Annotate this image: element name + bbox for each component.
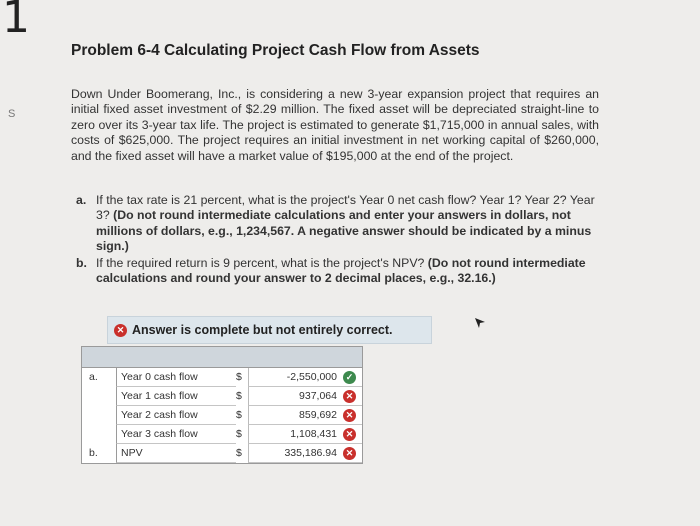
table-header — [82, 347, 362, 368]
answer-input[interactable] — [248, 425, 362, 444]
x-circle-icon: ✕ — [343, 390, 356, 403]
answer-status-banner — [107, 316, 432, 344]
row-label: Year 3 cash flow — [121, 428, 198, 440]
question-b — [76, 256, 602, 286]
row-letter: b. — [89, 447, 98, 459]
currency-symbol: $ — [236, 409, 242, 421]
row-label: NPV — [121, 447, 143, 459]
question-text: If the tax rate is 21 percent, what is the project's Year 0 net cash flow? Year 1? Year 2? Year 3? — [96, 193, 595, 223]
currency-symbol: $ — [236, 390, 242, 402]
problem-intro: Down Under Boomerang, Inc., is considering a new 3-year expansion project that requires an initial fixed asset investment of $2.29 million. The fixed asset will be depreciated straight-line to zero over its 3-year tax life. The project is estimated to generate $1,715,000 in annual sales, with costs of $625,000. The project requires an initial investment in net working capital of $260,000, and the fixed asset will have a market value of $195,000 at the end of the project. — [71, 87, 599, 163]
row-label: Year 0 cash flow — [121, 371, 198, 383]
page-number: 1 — [2, 0, 30, 43]
check-circle-icon: ✓ — [343, 371, 356, 384]
mouse-cursor-icon — [474, 317, 486, 329]
table-row — [82, 368, 362, 387]
answer-value: 937,064 — [299, 390, 337, 402]
answer-value: 335,186.94 — [284, 447, 337, 459]
x-circle-icon: ✕ — [343, 409, 356, 422]
x-circle-icon: ✕ — [343, 447, 356, 460]
table-row — [82, 444, 362, 463]
row-label: Year 1 cash flow — [121, 390, 198, 402]
answer-input[interactable] — [248, 444, 362, 463]
table-row — [82, 425, 362, 444]
question-a — [76, 193, 602, 254]
answer-table — [81, 346, 363, 464]
table-row — [82, 387, 362, 406]
answer-input[interactable] — [248, 406, 362, 425]
x-circle-icon: ✕ — [114, 324, 127, 337]
table-row — [82, 406, 362, 425]
margin-mark: S — [8, 108, 16, 120]
answer-value: -2,550,000 — [286, 371, 337, 383]
answer-input[interactable] — [248, 387, 362, 406]
question-letter: a. — [76, 193, 87, 207]
currency-symbol: $ — [236, 428, 242, 440]
x-circle-icon: ✕ — [343, 428, 356, 441]
answer-value: 1,108,431 — [290, 428, 337, 440]
answer-value: 859,692 — [299, 409, 337, 421]
question-instruction: (Do not round intermediate calculations and enter your answers in dollars, not millions of dollars, e.g., 1,234,567. A negative answer should be indicated by a minus sign.) — [96, 208, 592, 254]
question-text: If the required return is 9 percent, what is the project's NPV? — [96, 256, 428, 270]
currency-symbol: $ — [236, 447, 242, 459]
row-letter: a. — [89, 371, 98, 383]
question-instruction: (Do not round intermediate calculations and round your answer to 2 decimal places, e.g., 32.16.) — [96, 256, 586, 286]
currency-symbol: $ — [236, 371, 242, 383]
answer-input[interactable] — [248, 368, 362, 387]
question-letter: b. — [76, 256, 87, 270]
problem-title: Problem 6-4 Calculating Project Cash Flow from Assets — [71, 42, 480, 59]
row-label: Year 2 cash flow — [121, 409, 198, 421]
answer-status-text: Answer is complete but not entirely correct. — [132, 323, 393, 337]
